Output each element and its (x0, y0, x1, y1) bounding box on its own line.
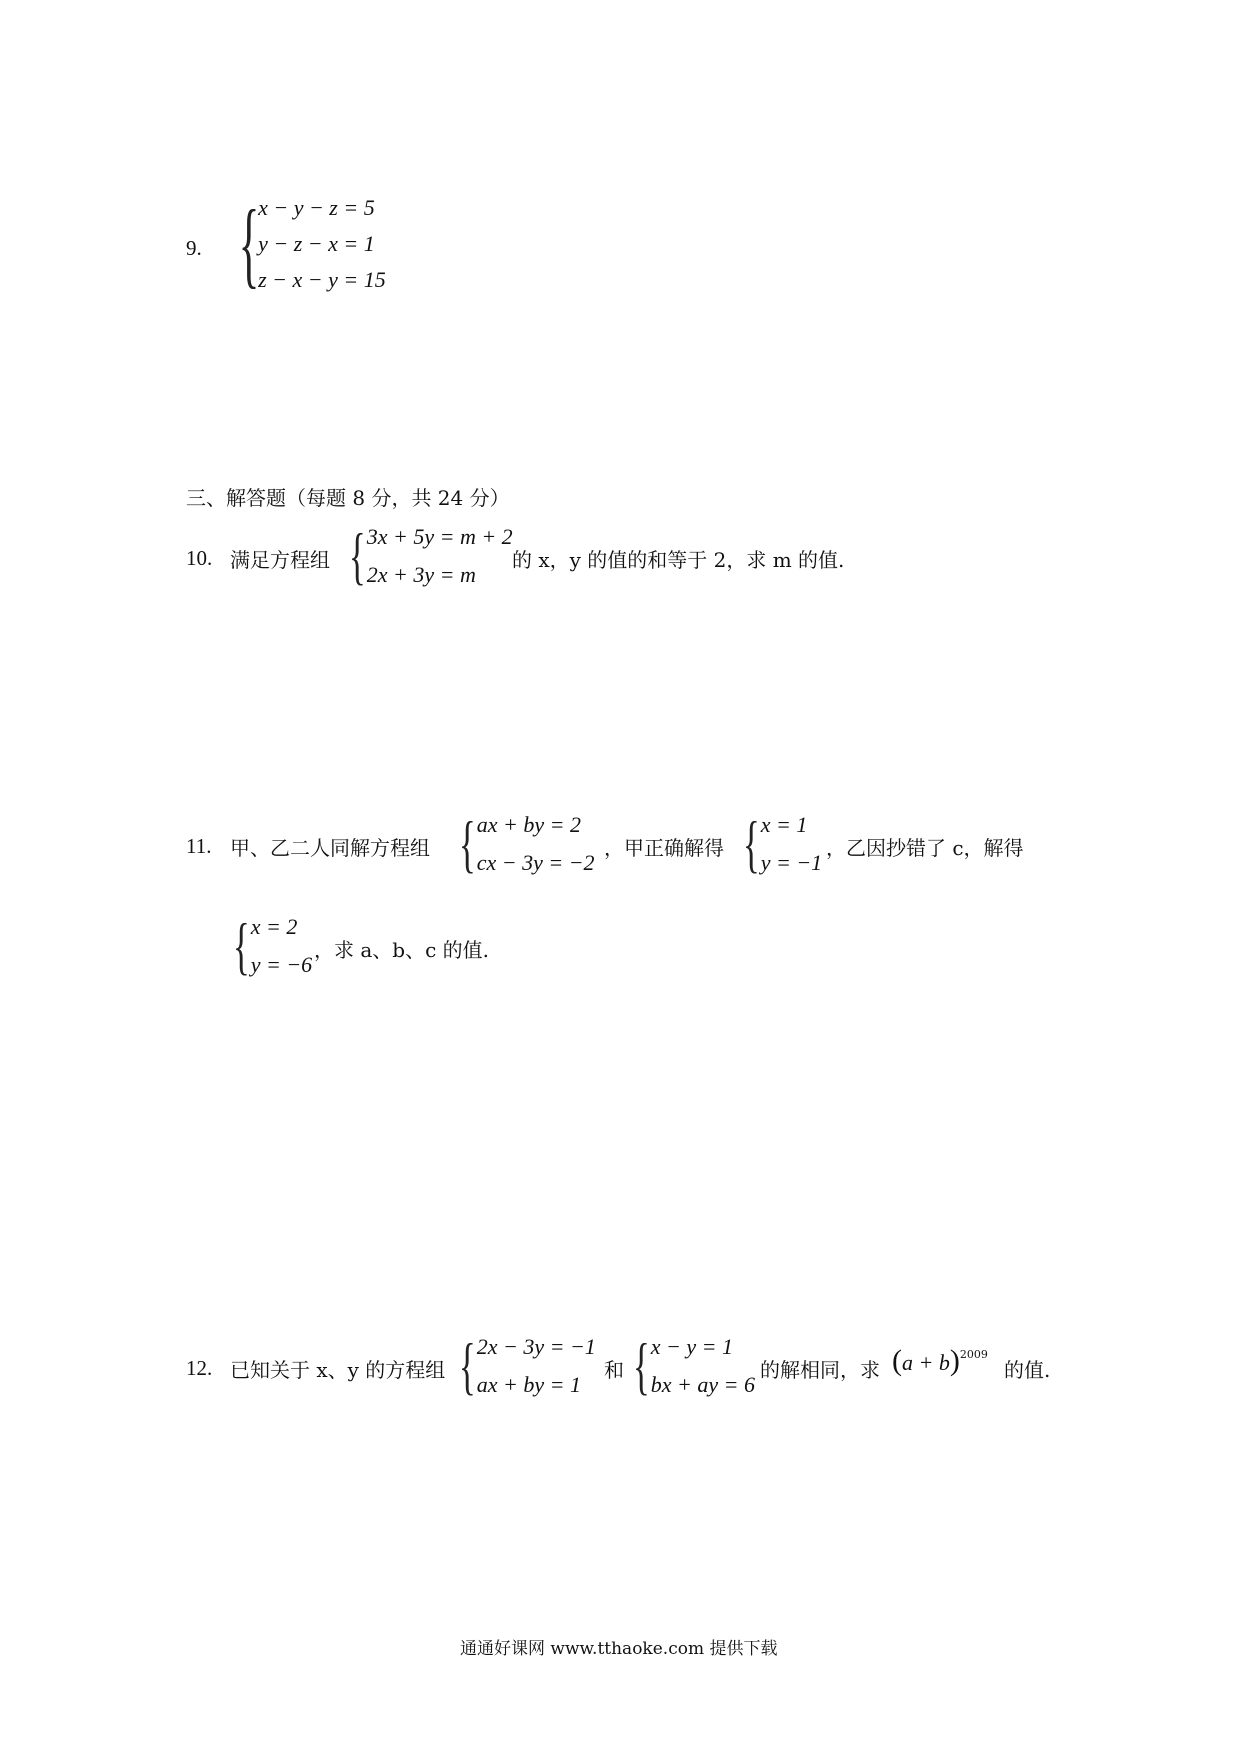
q9-system (226, 190, 386, 298)
q11-s3-eq-2: y = −6 (250, 952, 313, 977)
q12-prefix: 已知关于 x、y 的方程组 (230, 1358, 446, 1382)
q12-system-1-equations (477, 1328, 596, 1404)
q12-mid: 和 (604, 1358, 624, 1382)
q9-eq-2: y − z − x = 1 (258, 231, 375, 256)
q12-number: 12. (186, 1356, 213, 1380)
q11-number: 11. (186, 834, 212, 858)
q11-brace-3: { (232, 910, 250, 981)
q11-system-1 (452, 806, 595, 882)
q10-prefix: 满足方程组 (230, 548, 330, 572)
q10-number: 10. (186, 546, 213, 570)
q12-brace-2: { (632, 1330, 650, 1401)
q10-brace: { (348, 520, 366, 591)
q11-brace-1: { (458, 808, 476, 879)
q9-eq-3: z − x − y = 15 (258, 267, 386, 292)
q10-equations (367, 518, 513, 594)
q12-s1-eq-2: ax + by = 1 (476, 1372, 581, 1397)
q10-system (342, 518, 513, 594)
q12-close-paren: ) (949, 1344, 960, 1377)
q12-s2-eq-1: x − y = 1 (650, 1334, 733, 1359)
q11-mid: ，甲正确解得 (604, 836, 724, 860)
q12-brace-1: { (458, 1330, 476, 1401)
q11-suffix: ，求 a、b、c 的值. (314, 938, 489, 962)
q10-eq-1: 3x + 5y = m + 2 (366, 524, 513, 549)
page-footer: 通通好课网 www.tthaoke.com 提供下载 (460, 1639, 778, 1659)
q12-system-2-equations (651, 1328, 755, 1404)
q9-brace: { (238, 190, 260, 297)
q9-eq-1: x − y − z = 5 (258, 195, 375, 220)
q11-system-3-equations (251, 908, 312, 984)
q12-exponent: 2009 (959, 1348, 988, 1361)
q9-equations (258, 190, 386, 298)
q12-s2-eq-2: bx + ay = 6 (650, 1372, 755, 1397)
q11-system-2 (736, 806, 822, 882)
q12-expr: a + b (902, 1350, 950, 1375)
q11-brace-2: { (742, 808, 760, 879)
q11-after: ，乙因抄错了 c，解得 (826, 836, 1024, 860)
q11-system-1-equations (477, 806, 595, 882)
q11-s3-eq-1: x = 2 (250, 914, 298, 939)
q12-text-after: 的解相同，求 (760, 1358, 880, 1382)
q11-s1-eq-1: ax + by = 2 (476, 812, 581, 837)
q12-suffix: 的值. (1004, 1358, 1051, 1382)
q10-eq-2: 2x + 3y = m (366, 562, 476, 587)
q12-power-expression (892, 1344, 988, 1378)
q11-s1-eq-2: cx − 3y = −2 (476, 850, 595, 875)
q11-system-3 (226, 908, 312, 984)
q12-s1-eq-1: 2x − 3y = −1 (476, 1334, 596, 1359)
q11-prefix: 甲、乙二人同解方程组 (230, 836, 430, 860)
q9-number: 9. (186, 236, 202, 260)
q11-system-2-equations (761, 806, 822, 882)
q11-s2-eq-1: x = 1 (760, 812, 808, 837)
q10-suffix: 的 x，y 的值的和等于 2，求 m 的值. (512, 548, 845, 572)
q12-system-2 (626, 1328, 755, 1404)
q12-system-1 (452, 1328, 596, 1404)
q12-open-paren: ( (892, 1344, 902, 1377)
q11-s2-eq-2: y = −1 (760, 850, 823, 875)
section-heading: 三、解答题（每题 8 分，共 24 分） (186, 486, 510, 510)
